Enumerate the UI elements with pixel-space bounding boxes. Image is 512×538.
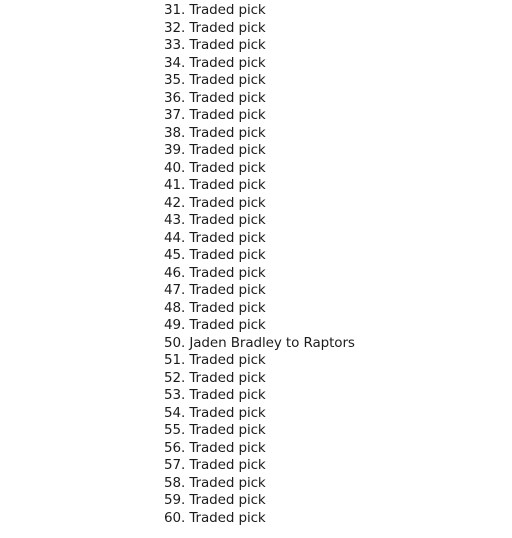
pick-item-40: 40. Traded pick xyxy=(164,159,266,176)
pick-item-34: 34. Traded pick xyxy=(164,54,266,71)
pick-item-37: 37. Traded pick xyxy=(164,107,266,123)
pick-item-51: 51. Traded pick xyxy=(164,352,266,368)
pick-item-41: 41. Traded pick xyxy=(164,177,266,193)
pick-item-52: 52. Traded pick xyxy=(164,369,266,386)
pick-item-38: 38. Traded pick xyxy=(164,124,266,141)
pick-item-46: 46. Traded pick xyxy=(164,264,266,281)
pick-item-36: 36. Traded pick xyxy=(164,89,266,106)
pick-item-31: 31. Traded pick xyxy=(164,2,266,18)
pick-item-60: 60. Traded pick xyxy=(164,509,266,526)
pick-item-53: 53. Traded pick xyxy=(164,387,266,403)
pick-item-33: 33. Traded pick xyxy=(164,37,266,53)
pick-item-56: 56. Traded pick xyxy=(164,439,266,456)
pick-item-43: 43. Traded pick xyxy=(164,212,266,228)
pick-item-47: 47. Traded pick xyxy=(164,282,266,298)
pick-item-58: 58. Traded pick xyxy=(164,474,266,491)
pick-item-55: 55. Traded pick xyxy=(164,422,266,438)
pick-item-49: 49. Traded pick xyxy=(164,317,266,333)
pick-item-44: 44. Traded pick xyxy=(164,229,266,246)
pick-item-50: 50. Jaden Bradley to Raptors xyxy=(164,334,355,351)
pick-item-48: 48. Traded pick xyxy=(164,299,266,316)
draft-pick-list xyxy=(164,2,355,527)
pick-item-32: 32. Traded pick xyxy=(164,19,266,36)
pick-item-35: 35. Traded pick xyxy=(164,72,266,88)
pick-item-59: 59. Traded pick xyxy=(164,492,266,508)
pick-item-57: 57. Traded pick xyxy=(164,457,266,473)
pick-item-54: 54. Traded pick xyxy=(164,404,266,421)
pick-item-45: 45. Traded pick xyxy=(164,247,266,263)
pick-item-42: 42. Traded pick xyxy=(164,194,266,211)
pick-item-39: 39. Traded pick xyxy=(164,142,266,158)
